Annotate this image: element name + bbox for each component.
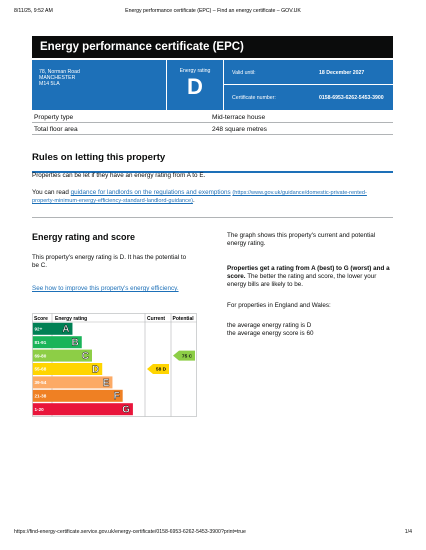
current-rating-label: 58 D: [155, 367, 167, 373]
graph-explanation: The graph shows this property's current and potential energy rating.: [227, 232, 376, 247]
average-score: the average energy score is 60: [227, 330, 314, 337]
letting-heading: Rules on letting this property: [32, 152, 166, 163]
band-letter-e: E: [102, 377, 110, 389]
energy-rating-value: D: [187, 74, 203, 99]
certificate-number-label: Certificate number:: [232, 95, 276, 101]
address-line-2: MANCHESTER: [39, 75, 76, 82]
band-range-g: 1-20: [34, 406, 44, 412]
rating-para-1: This property's energy rating is D. It has the potential to be C.: [32, 254, 187, 269]
rating-scale-explanation: [227, 265, 393, 289]
band-range-c: 69-80: [34, 353, 47, 359]
energy-rating-label: Energy rating: [179, 68, 211, 74]
property-details: [32, 111, 393, 135]
certificate-summary: [32, 60, 393, 110]
header-potential: Potential: [172, 316, 194, 322]
letting-para-2: [32, 189, 382, 205]
band-letter-a: A: [62, 324, 70, 336]
band-range-e: 39-54: [34, 380, 47, 386]
letting-para-2-prefix: You can read: [32, 189, 71, 196]
improve-efficiency-link[interactable]: See how to improve this property's energy efficiency.: [32, 285, 179, 292]
band-bar-f: [52, 390, 123, 402]
energy-rating-graph: [32, 313, 197, 417]
band-range-b: 81-91: [34, 339, 47, 345]
band-range-d: 55-68: [34, 366, 47, 372]
rating-heading: Energy rating and score: [32, 232, 136, 242]
floor-area-label: Total floor area: [34, 126, 78, 133]
landlord-guidance-url[interactable]: (https://www.gov.uk/guidance/domestic-private-rented-property-minimum-energy-efficiency-standard-landlord-guidance): [32, 190, 367, 204]
band-letter-c: C: [81, 351, 89, 362]
valid-until-row: [224, 60, 393, 85]
floor-area-row: [32, 123, 393, 135]
header-current: Current: [147, 316, 166, 322]
band-range-a: 92+: [34, 326, 43, 332]
certificate-number-value: 0158-6953-6262-5453-3900: [319, 95, 384, 101]
certificate-number-row: [224, 85, 393, 110]
letting-para-2-suffix: .: [192, 197, 195, 204]
property-type-value: Mid-terrace house: [212, 114, 266, 121]
energy-rating-box: [166, 60, 224, 110]
rating-scale-rest: The better the rating and score, the lower your energy bills are likely to be.: [227, 273, 377, 288]
band-letter-f: F: [113, 391, 120, 403]
rating-scale-bold: Properties get a rating from A (best) to G (worst) and a score.: [227, 265, 390, 280]
address-line-3: M14 5LA: [39, 81, 60, 88]
page-number: 1/4: [404, 529, 412, 535]
valid-until-value: 18 December 2027: [319, 70, 365, 76]
print-title: Energy performance certificate (EPC) – Find an energy certificate – GOV.UK: [125, 8, 301, 14]
band-range-f: 21-38: [34, 393, 47, 399]
band-bar-g: [52, 403, 133, 415]
england-wales-heading: For properties in England and Wales:: [227, 302, 331, 309]
section-divider: [32, 217, 393, 218]
band-letter-d: D: [91, 364, 100, 376]
property-type-label: Property type: [34, 114, 74, 121]
potential-rating-label: 75 C: [181, 354, 193, 360]
landlord-guidance-link[interactable]: guidance for landlords on the regulations and exemptions: [70, 189, 231, 196]
letting-para-1: Properties can be let if they have an energy rating from A to E.: [32, 172, 206, 179]
floor-area-value: 248 square metres: [212, 126, 267, 133]
print-header: [14, 8, 412, 18]
property-address: [39, 69, 159, 88]
header-score: Score: [34, 316, 48, 322]
page-url: https://find-energy-certificate.service.gov.uk/energy-certificate/0158-6953-6262-5453-3900?print=true: [14, 529, 246, 535]
print-date: 8/11/25, 9:52 AM: [14, 8, 53, 14]
band-letter-g: G: [122, 404, 130, 416]
energy-rating-chart: [32, 313, 197, 417]
header-energy-rating: Energy rating: [55, 316, 88, 322]
certificate-title: Energy performance certificate (EPC): [32, 36, 393, 58]
band-letter-b: B: [71, 337, 79, 349]
property-type-row: [32, 111, 393, 123]
valid-until-label: Valid until:: [232, 70, 256, 76]
address-line-1: 78, Norman Road: [39, 69, 80, 75]
average-rating: the average energy rating is D: [227, 322, 312, 329]
